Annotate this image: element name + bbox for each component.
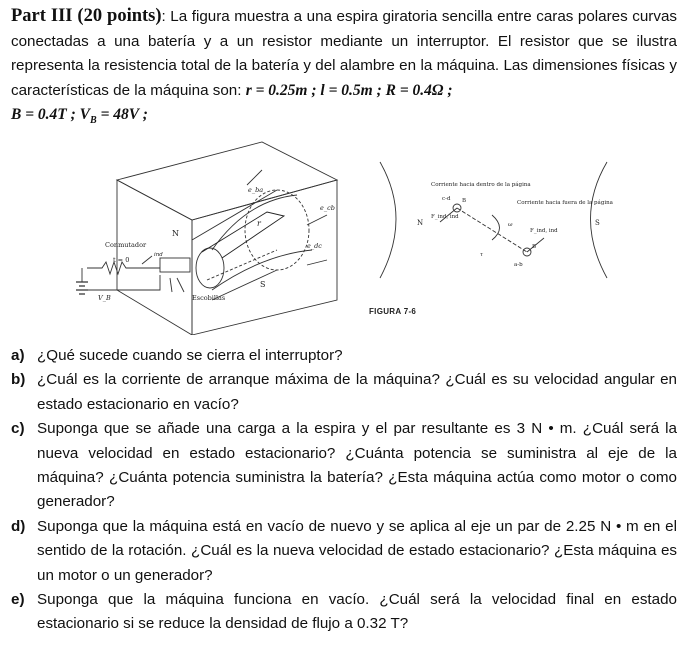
- rotor-front: [196, 248, 224, 288]
- intro-text: : La figura muestra a una espira giratoria sencilla entre caras polares curvas conectadas a una batería y a un resistor mediante un interruptor. El resistor que se ilustra representa la resistencia total de la batería y del alambre en la máquina. Las dimensiones físicas y características de la máquina son:: [11, 8, 678, 99]
- label-n-right: N: [417, 219, 424, 227]
- commutator-body: [160, 258, 190, 272]
- label-cd: c-d: [442, 196, 451, 202]
- label-ab: a-b: [514, 262, 523, 268]
- label-conmutador: Conmutador: [105, 241, 147, 249]
- label-s-left: S: [260, 280, 266, 289]
- battery-symbol: [76, 282, 88, 294]
- question-letter: c): [11, 420, 25, 438]
- loop-upper: [202, 212, 284, 258]
- label-vb: V_B: [98, 294, 111, 302]
- loop-lower: [207, 250, 277, 280]
- part-title: Part III (20 points): [11, 6, 162, 26]
- label-s-right: S: [595, 219, 600, 227]
- figure-caption: FIGURA 7-6: [369, 307, 417, 316]
- question-text: Suponga que la máquina está en vacío de nuevo y se aplica al eje un par de 2.25 N • m en el sentido de la rotación. ¿Cuál es la nueva velocidad de estado estacionario? ¿Esta máquina es un motor o un generador?: [37, 517, 677, 584]
- question-text: ¿Qué sucede cuando se cierra el interruptor?: [37, 347, 343, 364]
- question-letter: d): [11, 517, 26, 535]
- switch-blade: [142, 256, 152, 264]
- label-corr-dentro: Corriente hacia dentro de la página: [431, 182, 531, 188]
- label-r: r: [257, 219, 261, 228]
- question-text: ¿Cuál es la corriente de arranque máxima de la máquina? ¿Cuál es su velocidad angular en estado estacionario en vacío?: [37, 371, 677, 413]
- label-eba: e_ba: [248, 186, 264, 194]
- battery-wire: [82, 275, 160, 290]
- machine-figure: [62, 140, 627, 335]
- loop-section: [457, 208, 527, 252]
- label-t0: t = 0: [113, 256, 130, 264]
- rotor-end: [245, 190, 309, 270]
- question-item: [11, 368, 677, 417]
- machine-params-line2: B = 0.4T ; $V_B = 48V$ ;: [11, 106, 148, 127]
- label-ind: ind: [154, 252, 163, 258]
- machine-top-face: [117, 142, 337, 220]
- label-n-left: N: [172, 229, 179, 238]
- label-find-left: F_ind, ind: [431, 214, 459, 220]
- pole-face-n: [380, 162, 396, 278]
- question-list: [11, 344, 677, 637]
- label-corr-fuera: Corriente hacia fuera de la página: [517, 200, 613, 206]
- question-item: [11, 344, 677, 368]
- label-find-right: F_ind, ind: [530, 228, 558, 234]
- machine-params-line1: r = 0.25m ; l = 0.5m ; R = 0.4Ω ;: [245, 81, 453, 99]
- question-letter: a): [11, 347, 25, 364]
- question-item: [11, 417, 677, 515]
- label-b-lower: B: [532, 244, 537, 250]
- question-letter: e): [11, 591, 25, 609]
- label-b-upper: B: [462, 198, 467, 204]
- label-tau: τ: [480, 252, 484, 258]
- question-letter: b): [11, 371, 26, 389]
- question-item: [11, 588, 677, 637]
- intro-paragraph: [11, 4, 677, 134]
- label-escobillas: Escobillas: [192, 294, 226, 302]
- question-item: [11, 515, 677, 588]
- question-text: Suponga que la máquina funciona en vacío. ¿Cuál será la velocidad final en estado estacionario si se reduce la densidad de flujo a 0.32 T?: [37, 591, 677, 633]
- label-ecb: e_cb: [320, 204, 335, 212]
- rotation-arrow: [492, 215, 500, 240]
- question-text: Suponga que se añade una carga a la espira y el par resultante es 3 N • m. ¿Cuál será la nueva velocidad en estado estacionario? ¿Cuánta potencia se suministra al eje de la máquina? ¿Cuánta potencia suministra la batería? ¿Esta máquina actúa como motor o como generador?: [37, 420, 677, 511]
- brushes: [170, 278, 184, 292]
- label-edc: e_dc: [307, 242, 322, 250]
- label-omega: ω: [508, 222, 513, 228]
- velocity-arrows: [247, 170, 327, 265]
